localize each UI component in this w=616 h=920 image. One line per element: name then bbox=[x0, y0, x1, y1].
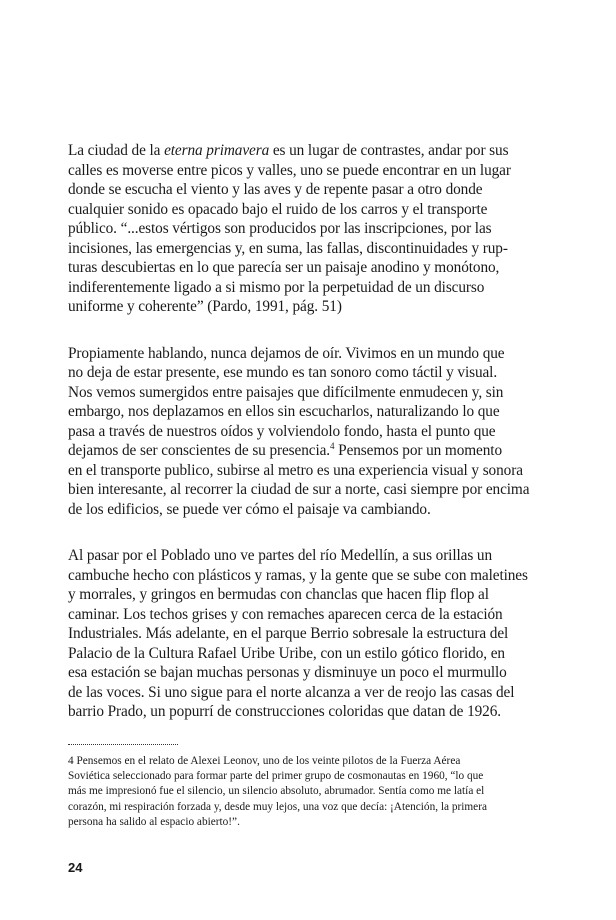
text-line: esa estación se bajan muchas personas y disminuye un poco el murmullo bbox=[68, 664, 507, 681]
text-line: bien interesante, al recorrer la ciudad de sur a norte, casi siempre por encima bbox=[68, 481, 530, 498]
text-line: Propiamente hablando, nunca dejamos de oír. Vivimos en un mundo que bbox=[68, 344, 505, 362]
text-line: Palacio de la Cultura Rafael Uribe Uribe, con un estilo gótico florido, en bbox=[68, 644, 505, 662]
footnote-line: corazón, mi respiración forzada y, desde muy lejos, una voz que decía: ¡Atención, la primera bbox=[68, 800, 487, 813]
footnote-separator bbox=[68, 744, 178, 745]
text-line: uniforme y coherente” (Pardo, 1991, pág. 51) bbox=[68, 298, 342, 315]
text-segment: dejamos de ser conscientes de su presencia. bbox=[68, 442, 331, 459]
paragraph bbox=[68, 344, 548, 520]
text-line: calles es moverse entre picos y valles, uno se puede encontrar en un lugar bbox=[68, 161, 511, 179]
text-segment: Pensemos por un momento bbox=[334, 442, 502, 459]
text-line: y morrales, y gringos en bermudas con chanclas que hacen flip flop al bbox=[68, 586, 489, 603]
text-segment: La ciudad de la bbox=[68, 142, 165, 159]
text-segment: es un lugar de contrastes, andar por sus bbox=[269, 142, 509, 159]
text-line: embargo, nos deplazamos en ellos sin escucharlos, naturalizando lo que bbox=[68, 403, 500, 420]
text-line: donde se escucha el viento y las aves y de repente pasar a otro donde bbox=[68, 181, 483, 198]
paragraph-gap bbox=[68, 519, 548, 546]
footnote-marker: 4 bbox=[330, 441, 335, 451]
text-line bbox=[68, 441, 548, 461]
paragraph-gap bbox=[68, 317, 548, 344]
text-line: caminar. Los techos grises y con remaches aparecen cerca de la estación bbox=[68, 605, 503, 623]
text-line: no deja de estar presente, ese mundo es tan sonoro como táctil y visual. bbox=[68, 364, 498, 381]
footnote-line: 4 Pensemos en el relato de Alexei Leonov, uno de los veinte pilotos de la Fuerza Aérea bbox=[68, 755, 461, 767]
text-line: cualquier sonido es opacado bajo el ruido de los carros y el transporte bbox=[68, 200, 488, 218]
footnote bbox=[68, 754, 552, 830]
text-line: incisiones, las emergencias y, en suma, las fallas, discontinuidades y rup- bbox=[68, 239, 508, 257]
text-line: cambuche hecho con plásticos y ramas, y la gente que se sube con maletines bbox=[68, 566, 528, 584]
italic-phrase: eterna primavera bbox=[164, 142, 270, 159]
text-line: Al pasar por el Poblado uno ve partes del río Medellín, a sus orillas un bbox=[68, 547, 492, 564]
footnote-line: persona ha salido al espacio abierto!”. bbox=[68, 815, 240, 828]
text-line: Industriales. Más adelante, en el parque Berrio sobresale la estructura del bbox=[68, 625, 509, 642]
text-line: indiferentemente ligado a si mismo por la perpetuidad de un discurso bbox=[68, 278, 485, 296]
text-line: barrio Prado, un popurrí de construcciones coloridas que datan de 1926. bbox=[68, 703, 501, 720]
paragraph bbox=[68, 546, 548, 722]
page-number: 24 bbox=[68, 860, 83, 875]
paragraph bbox=[68, 141, 548, 317]
text-line: pasa a través de nuestros oídos y volviendolo fondo, hasta el punto que bbox=[68, 422, 496, 440]
text-line: de los edificios, se puede ver cómo el paisaje va cambiando. bbox=[68, 500, 431, 518]
text-line: de las voces. Si uno sigue para el norte alcanza a ver de reojo las casas del bbox=[68, 683, 515, 701]
body-text bbox=[68, 141, 548, 722]
footnote-line: más me impresionó fue el silencio, un silencio absoluto, abrumador. Sentía como me latía el bbox=[68, 785, 485, 798]
text-line: turas descubiertas en lo que parecía ser un paisaje anodino y monótono, bbox=[68, 259, 500, 276]
text-line: público. “...estos vértigos son producidos por las inscripciones, por las bbox=[68, 220, 492, 237]
footnote-line: Soviética seleccionado para formar parte del primer grupo de cosmonautas en 1960, “lo que bbox=[68, 770, 484, 783]
text-line: Nos vemos sumergidos entre paisajes que difícilmente enmudecen y, sin bbox=[68, 383, 504, 401]
text-line bbox=[68, 141, 548, 161]
text-line: en el transporte publico, subirse al metro es una experiencia visual y sonora bbox=[68, 461, 523, 479]
